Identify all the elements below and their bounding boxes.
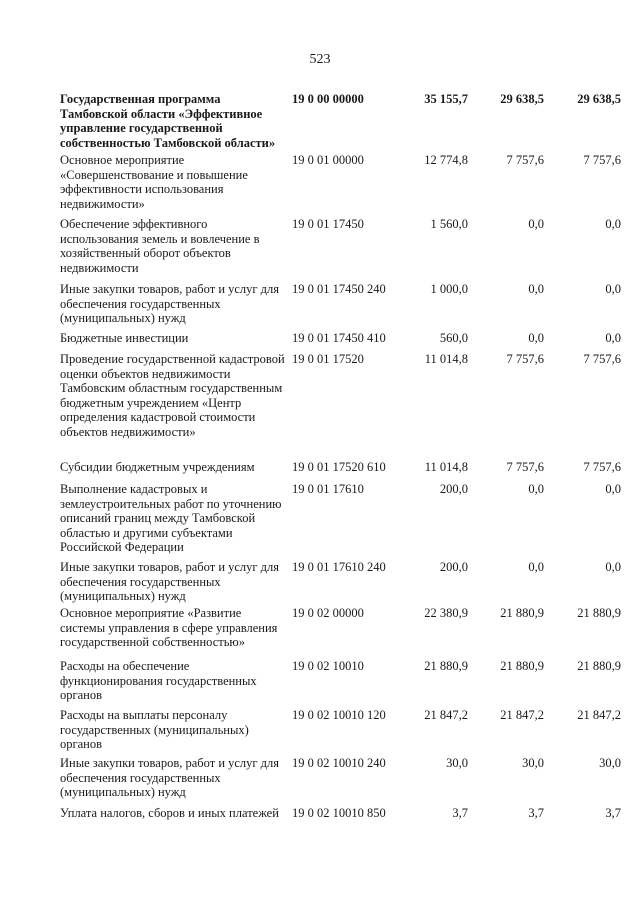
row-value-2: 0,0 xyxy=(528,282,544,296)
row-value-2: 21 880,9 xyxy=(500,606,544,620)
row-code: 19 0 01 17450 240 xyxy=(292,282,386,296)
row-code: 19 0 02 10010 120 xyxy=(292,708,386,722)
row-name: Расходы на обеспечение функционирования государственных органов xyxy=(60,659,257,702)
row-code: 19 0 02 10010 xyxy=(292,659,364,673)
row-value-2: 21 880,9 xyxy=(500,659,544,673)
row-value-3: 3,7 xyxy=(605,806,621,820)
row-name: Проведение государственной кадастровой оценки объектов недвижимости Тамбовским областным государственным бюджетным учреждением «Центр определения кадастровой стоимости объектов недвижимости» xyxy=(60,352,285,439)
row-value-2: 30,0 xyxy=(522,756,544,770)
row-value-1: 11 014,8 xyxy=(424,460,468,474)
row-value-3: 0,0 xyxy=(605,282,621,296)
row-value-3: 30,0 xyxy=(599,756,621,770)
row-value-1: 560,0 xyxy=(439,331,468,345)
row-code: 19 0 01 00000 xyxy=(292,153,364,167)
row-code: 19 0 02 00000 xyxy=(292,606,364,620)
row-name: Субсидии бюджетным учреждениям xyxy=(60,460,255,474)
row-value-1: 30,0 xyxy=(446,756,468,770)
row-value-2: 3,7 xyxy=(528,806,544,820)
row-value-2: 0,0 xyxy=(528,217,544,231)
row-code: 19 0 01 17610 240 xyxy=(292,560,386,574)
row-value-3: 0,0 xyxy=(605,217,621,231)
row-value-3: 0,0 xyxy=(605,482,621,496)
row-name: Выполнение кадастровых и землеустроительных работ по уточнению описаний границ между Тамбовской областью и другими субъектами Российской Федерации xyxy=(60,482,282,554)
row-value-1: 200,0 xyxy=(439,560,468,574)
row-value-1: 1 560,0 xyxy=(430,217,468,231)
row-value-3: 0,0 xyxy=(605,331,621,345)
row-value-1: 21 880,9 xyxy=(424,659,468,673)
row-value-2: 7 757,6 xyxy=(506,352,544,366)
row-code: 19 0 02 10010 850 xyxy=(292,806,386,820)
row-name: Иные закупки товаров, работ и услуг для обеспечения государственных (муниципальных) нужд xyxy=(60,560,280,603)
row-code: 19 0 01 17520 610 xyxy=(292,460,386,474)
row-value-3: 7 757,6 xyxy=(583,153,621,167)
row-value-1: 12 774,8 xyxy=(424,153,468,167)
row-code: 19 0 00 00000 xyxy=(292,92,364,106)
row-code: 19 0 01 17450 410 xyxy=(292,331,386,345)
row-value-3: 21 880,9 xyxy=(577,606,621,620)
row-value-3: 21 880,9 xyxy=(577,659,621,673)
row-code: 19 0 01 17520 xyxy=(292,352,364,366)
row-value-3: 7 757,6 xyxy=(583,460,621,474)
row-code: 19 0 02 10010 240 xyxy=(292,756,386,770)
row-value-1: 21 847,2 xyxy=(424,708,468,722)
row-name: Расходы на выплаты персоналу государственных (муниципальных) органов xyxy=(60,708,249,751)
row-value-3: 0,0 xyxy=(605,560,621,574)
row-value-2: 0,0 xyxy=(528,560,544,574)
row-value-1: 22 380,9 xyxy=(424,606,468,620)
row-code: 19 0 01 17450 xyxy=(292,217,364,231)
row-value-1: 3,7 xyxy=(452,806,468,820)
row-value-1: 200,0 xyxy=(439,482,468,496)
row-value-2: 21 847,2 xyxy=(500,708,544,722)
row-value-1: 11 014,8 xyxy=(424,352,468,366)
row-name: Обеспечение эффективного использования земель и вовлечение в хозяйственный оборот объектов недвижимости xyxy=(60,217,260,275)
row-value-2: 29 638,5 xyxy=(500,92,544,106)
row-name: Государственная программа Тамбовской области «Эффективное управление государственной собственностью Тамбовской области» xyxy=(60,92,276,150)
row-value-3: 29 638,5 xyxy=(577,92,621,106)
row-name: Бюджетные инвестиции xyxy=(60,331,189,345)
row-code: 19 0 01 17610 xyxy=(292,482,364,496)
row-name: Основное мероприятие «Совершенствование и повышение эффективности использования недвижимости» xyxy=(60,153,248,211)
row-name: Основное мероприятие «Развитие системы управления в сфере управления государственной собственностью» xyxy=(60,606,278,649)
row-value-1: 1 000,0 xyxy=(430,282,468,296)
row-value-2: 7 757,6 xyxy=(506,153,544,167)
row-value-1: 35 155,7 xyxy=(424,92,468,106)
page-number: 523 xyxy=(309,52,331,67)
row-name: Иные закупки товаров, работ и услуг для обеспечения государственных (муниципальных) нужд xyxy=(60,756,280,799)
row-value-3: 21 847,2 xyxy=(577,708,621,722)
row-name: Иные закупки товаров, работ и услуг для обеспечения государственных (муниципальных) нужд xyxy=(60,282,280,325)
row-value-2: 0,0 xyxy=(528,331,544,345)
row-name: Уплата налогов, сборов и иных платежей xyxy=(60,806,279,820)
row-value-2: 7 757,6 xyxy=(506,460,544,474)
row-value-3: 7 757,6 xyxy=(583,352,621,366)
row-value-2: 0,0 xyxy=(528,482,544,496)
